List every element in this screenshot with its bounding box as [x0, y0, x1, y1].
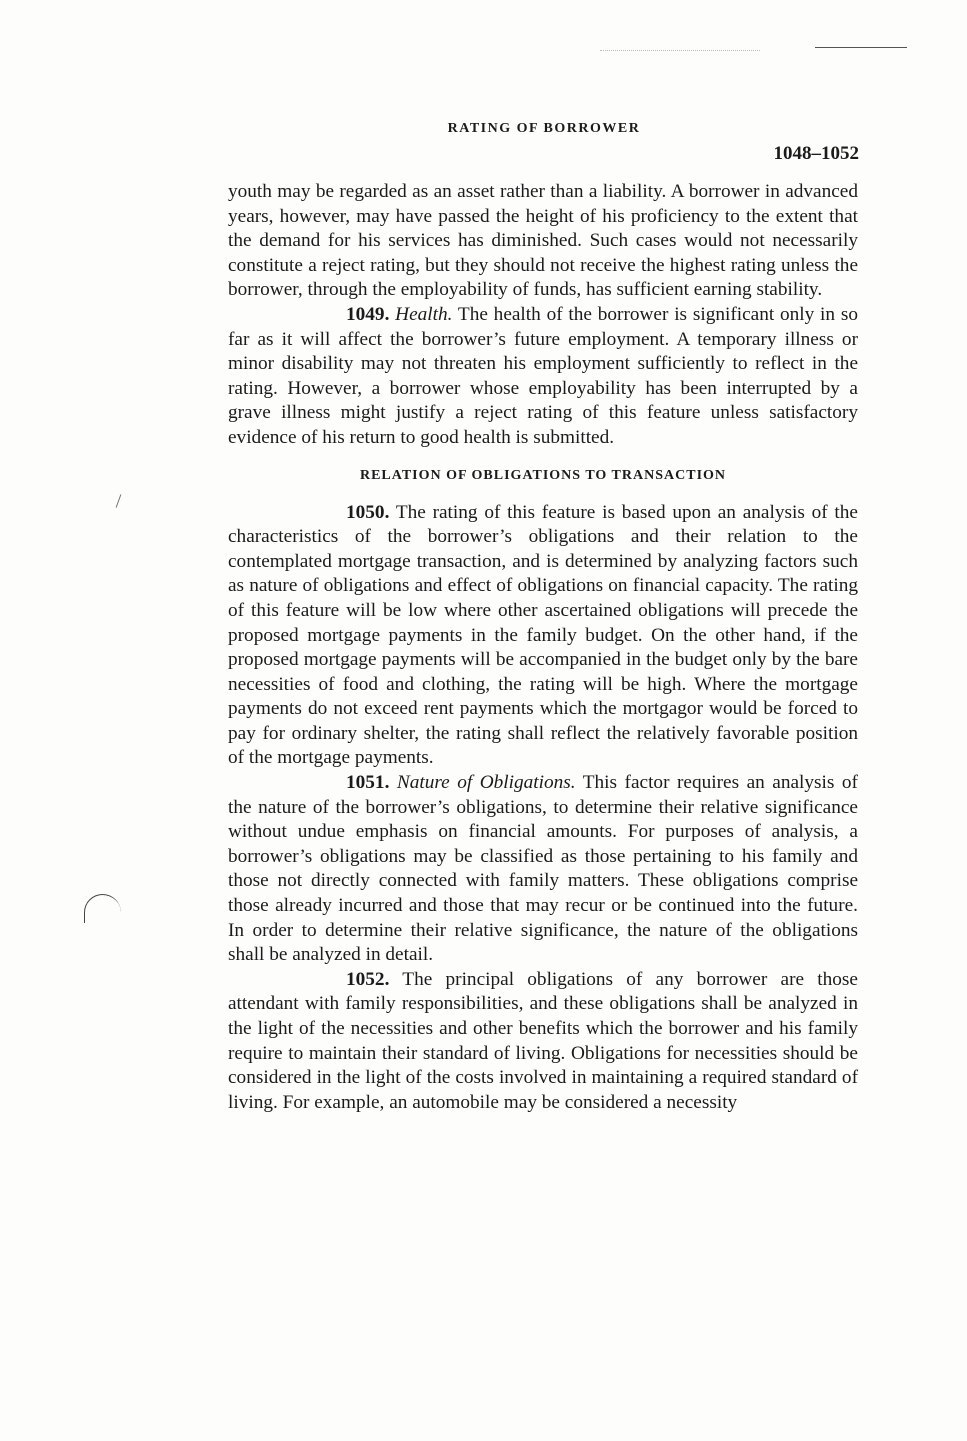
paragraph-1050 [228, 501, 858, 772]
margin-pencil-mark [84, 894, 121, 923]
section-heading: RELATION OF OBLIGATIONS TO TRANSACTION [359, 467, 727, 483]
paragraph-number: 1051. [346, 772, 390, 794]
scan-artifact-dots [600, 50, 760, 52]
section-range: 1048–1052 [773, 143, 859, 164]
paragraph-1052 [228, 968, 858, 1116]
paragraph-number: 1052. [346, 968, 390, 990]
paragraph-number: 1050. [346, 501, 390, 523]
paragraph-text: The principal obligations of any borrower are those attendant with family responsibilities, and these obligations shall be analyzed in the light of the necessities and other benefits which the borrower and his family require to maintain their standard of living. Obligations for necessities should be considered in the light of the costs involved in maintaining a required standard of living. For example, an automobile may be considered a necessity [228, 968, 858, 1113]
margin-tick-mark [116, 494, 122, 507]
running-head: RATING OF BORROWER [447, 121, 641, 136]
paragraph-text: This factor requires an analysis of the nature of the borrower’s obligations, to determine their relative significance without undue emphasis on financial amounts. For purposes of analysis, a borrower’s obligations may be classified as those pertaining to his family and those not directly connected with family matters. These obligations comprise those already incurred and those that may recur or be continued into the future. In order to determine their relative significance, the nature of the obligations shall be analyzed in detail. [228, 772, 858, 966]
paragraph-text: youth may be regarded as an asset rather than a liability. A borrower in advanced years, however, may have passed the height of his proficiency to the extent that the demand for his services has diminished. Such cases would not necessarily constitute a reject rating, but they should not receive the highest rating unless the borrower, through the employability of funds, has sufficient earning stability. [228, 181, 858, 301]
paragraph-continuation [228, 180, 858, 303]
paragraph-text: The rating of this feature is based upon an analysis of the characteristics of the borrower’s obligations and their relation to the contemplated mortgage transaction, and is determined by analyzing factors such as nature of obligations and effect of obligations on financial capacity. The rating of this feature will be low where other ascertained obligations will precede the proposed mortgage payments in the family budget. On the other hand, if the proposed mortgage payments will be accompanied in the budget only by the bare necessities of food and clothing, the rating will be high. Where the mortgage payments do not exceed rent payments which the mortgagor would be forced to pay for ordinary shelter, the rating shall reflect the relatively favorable position of the mortgage payments. [228, 501, 858, 769]
paragraph-title: Nature of Obligations. [396, 772, 576, 794]
paragraph-1049 [228, 303, 858, 451]
paragraph-number: 1049. [346, 303, 390, 325]
paragraph-1051 [228, 771, 858, 968]
paragraph-text: The health of the borrower is significant only in so far as it will affect the borrower’s future employment. A temporary illness or minor disability may not threaten his employment sufficiently to reflect in the rating. However, a borrower whose employability has been interrupted by a grave illness might justify a reject rating of this feature unless satisfactory evidence of his return to good health is submitted. [228, 303, 858, 448]
scan-artifact-line [815, 47, 907, 48]
body-text [228, 180, 858, 1115]
paragraph-title: Health. [395, 303, 453, 325]
